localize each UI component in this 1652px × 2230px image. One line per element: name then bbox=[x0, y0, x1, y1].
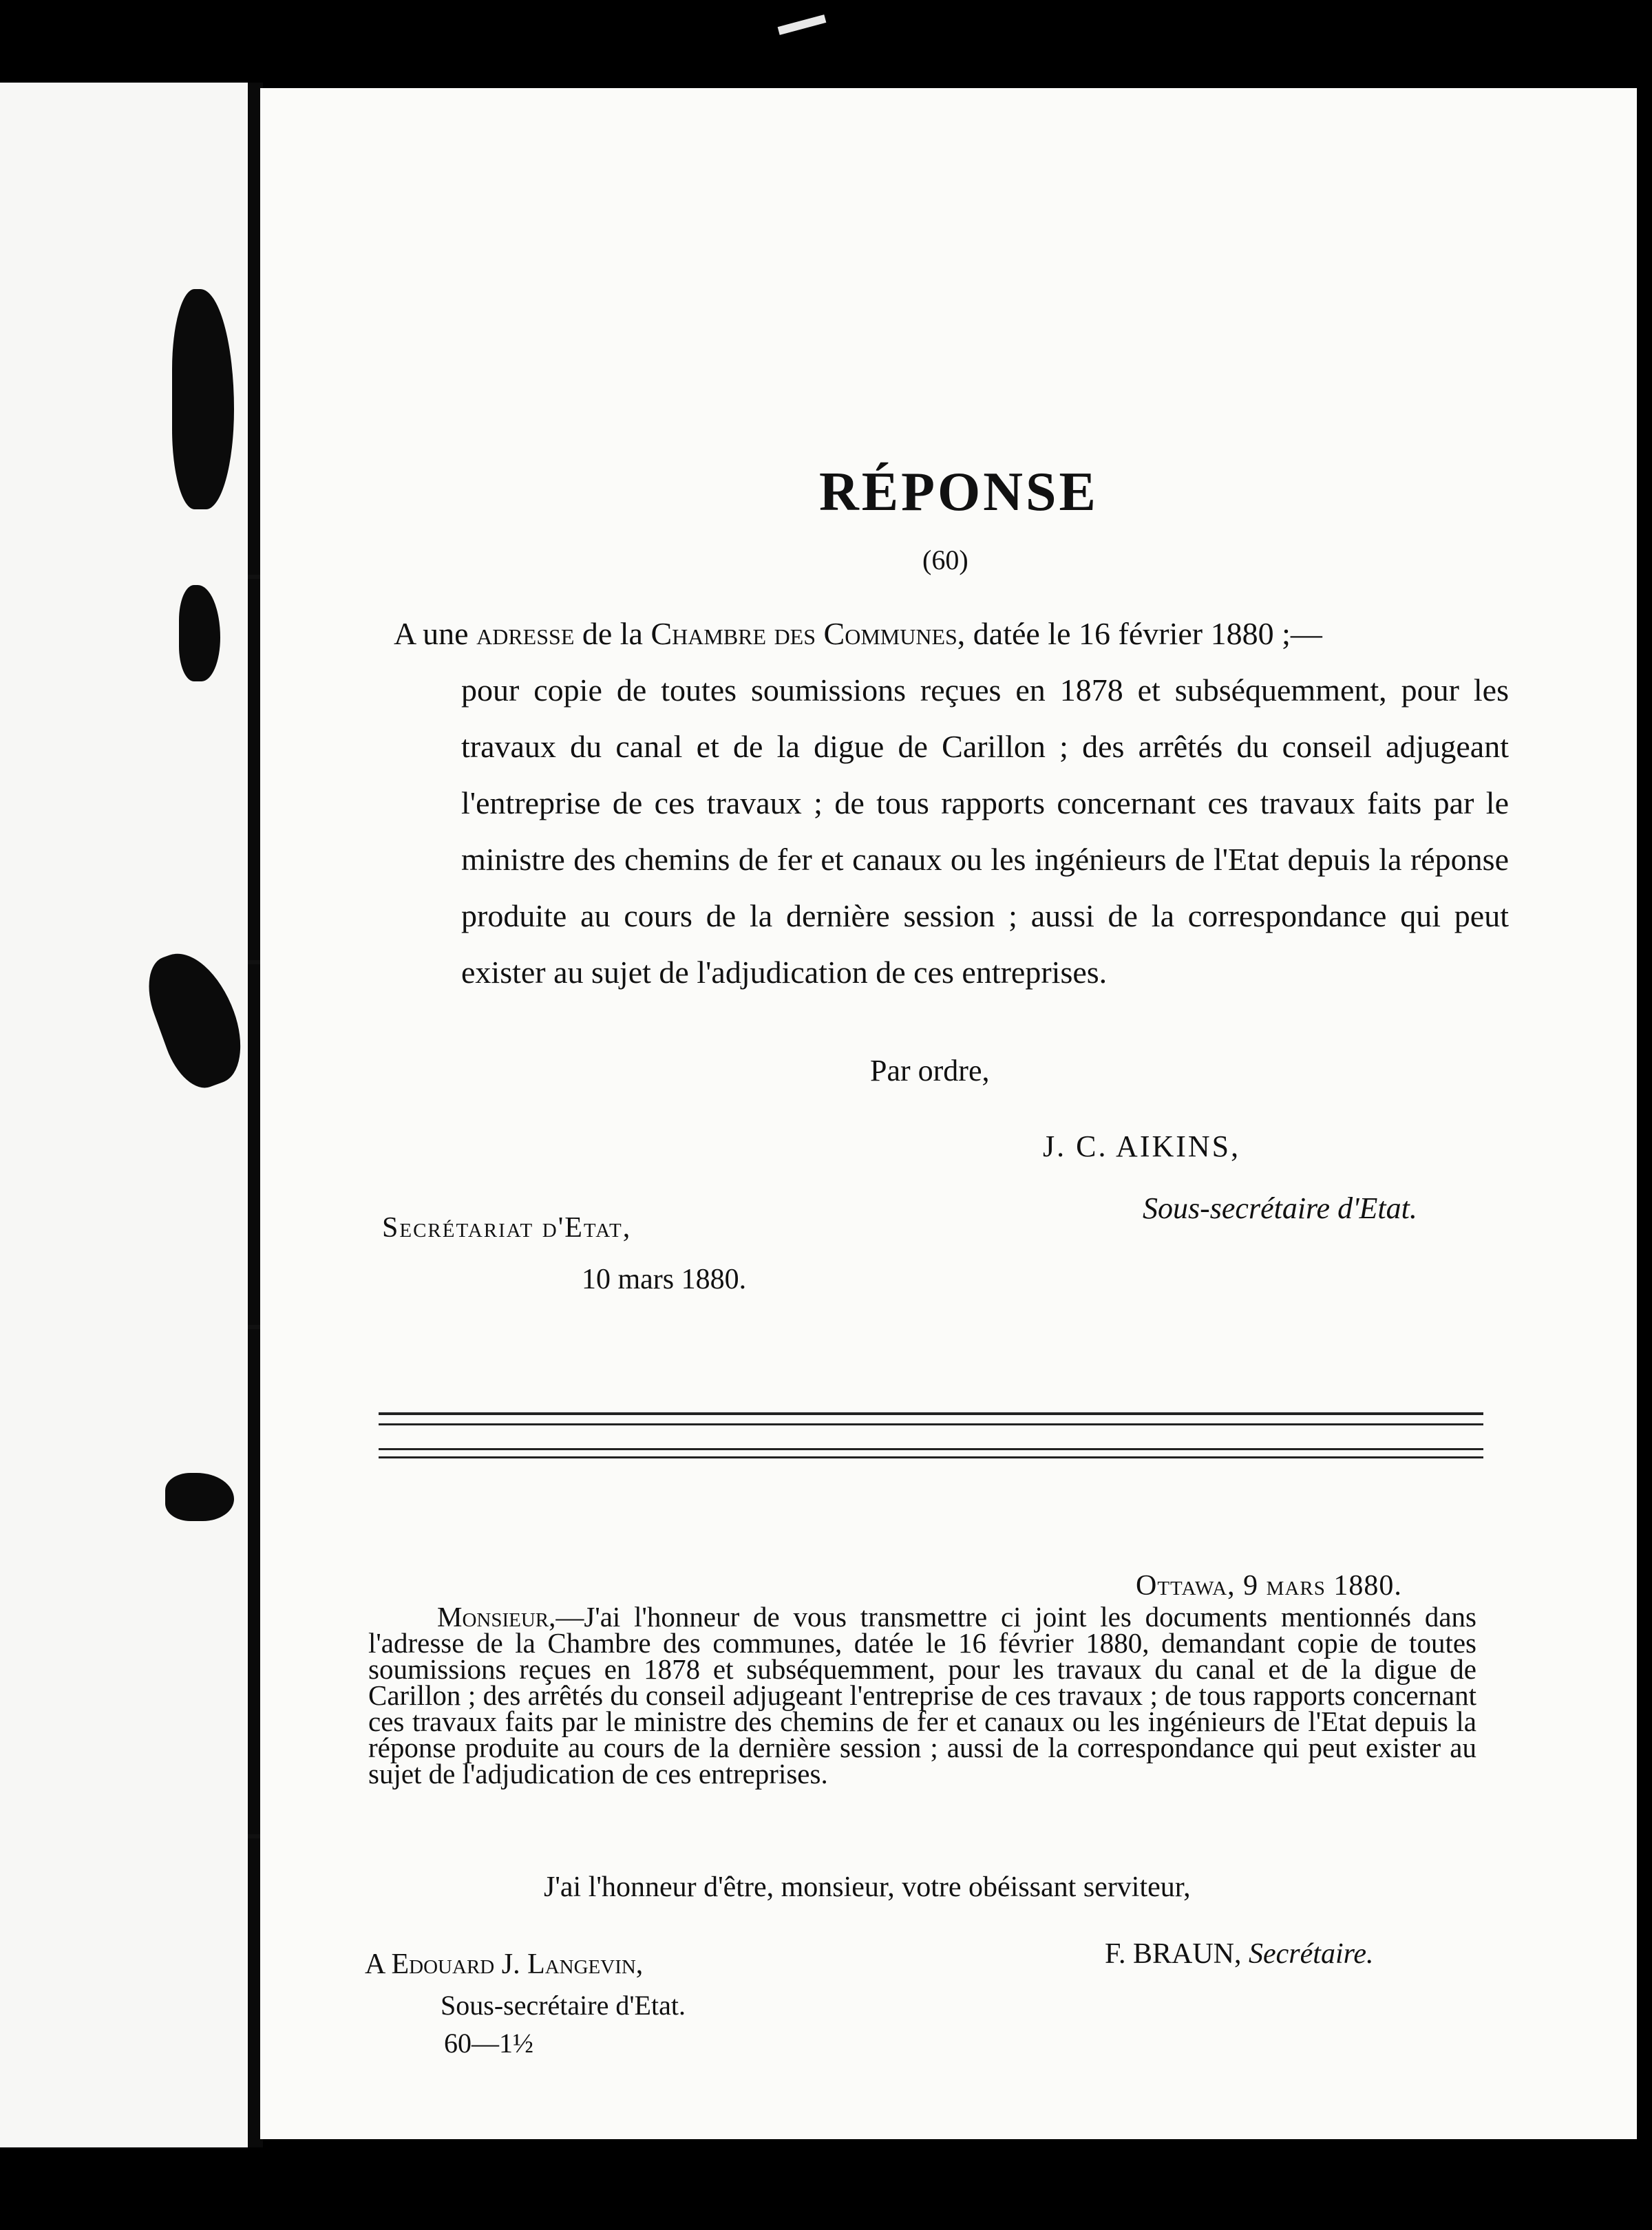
letter-signer-title: Secrétaire. bbox=[1249, 1938, 1374, 1970]
letter-place-date: Ottawa, 9 mars 1880. bbox=[1136, 1570, 1402, 1602]
signatory-name: J. C. AIKINS, bbox=[1043, 1129, 1241, 1163]
letter-salutation: Monsieur, bbox=[437, 1601, 556, 1633]
letter-body bbox=[368, 1601, 1476, 1790]
address-paragraph bbox=[394, 606, 1509, 1001]
address-chambre: Chambre des Communes bbox=[650, 616, 957, 651]
film-mark bbox=[778, 14, 827, 35]
letter-signer-name: F. BRAUN, bbox=[1105, 1938, 1242, 1970]
address-de-la: de la bbox=[582, 616, 643, 651]
document-page bbox=[260, 88, 1637, 2139]
recipient-title: Sous-secrétaire d'Etat. bbox=[441, 1990, 686, 2021]
divider-rule bbox=[379, 1412, 1483, 1415]
signatory-title: Sous-secrétaire d'Etat. bbox=[1143, 1191, 1417, 1225]
document-title: RÉPONSE bbox=[819, 462, 1099, 522]
office-date: 10 mars 1880. bbox=[582, 1264, 747, 1295]
document-number: (60) bbox=[922, 544, 968, 575]
recipient-name: A Edouard J. Langevin, bbox=[365, 1948, 644, 1980]
divider-rule bbox=[379, 1448, 1483, 1450]
address-body: pour copie de toutes soumissions reçues en 1878 et subséquemment, pour les travaux du canal et de la digue de Carillon ; des arrêtés du conseil adjugeant l'entreprise de ces travaux ; de tous rapports concernant ces travaux faits par le ministre des chemins de fer et canaux ou les ingénieurs de l'Etat depuis la réponse produite au cours de la dernière session ; aussi de la correspondance qui peut exister au sujet de l'adjudication de ces entreprises. bbox=[461, 672, 1509, 990]
letter-closing: J'ai l'honneur d'être, monsieur, votre obéissant serviteur, bbox=[544, 1871, 1191, 1903]
par-ordre: Par ordre, bbox=[870, 1054, 990, 1087]
letter-text: —J'ai l'honneur de vous transmettre ci joint les documents mentionnés dans l'adresse de la Chambre des communes, datée le 16 février 1880, demandant copie de toutes soumissions reçues en 1878 et subséquemment, pour les travaux du canal et de la digue de Carillon ; des arrêtés du conseil adjugeant l'entreprise de ces travaux ; de tous rapports concernant ces travaux faits par le ministre des chemins de fer et canaux ou les ingénieurs de l'Etat depuis la réponse produite au cours de la dernière session ; aussi de la correspondance qui peut exister au sujet de l'adjudication de ces entreprises. bbox=[368, 1601, 1476, 1790]
address-date: , datée le 16 février 1880 ;— bbox=[957, 616, 1322, 651]
address-lead: A une bbox=[394, 616, 469, 651]
document-page-number: 60—1½ bbox=[444, 2028, 533, 2059]
divider-rule bbox=[379, 1423, 1483, 1425]
divider-rule bbox=[379, 1456, 1483, 1458]
letter-signer bbox=[1105, 1937, 1374, 1971]
address-adresse: adresse bbox=[476, 616, 575, 651]
office-name: Secrétariat d'Etat, bbox=[382, 1212, 632, 1244]
